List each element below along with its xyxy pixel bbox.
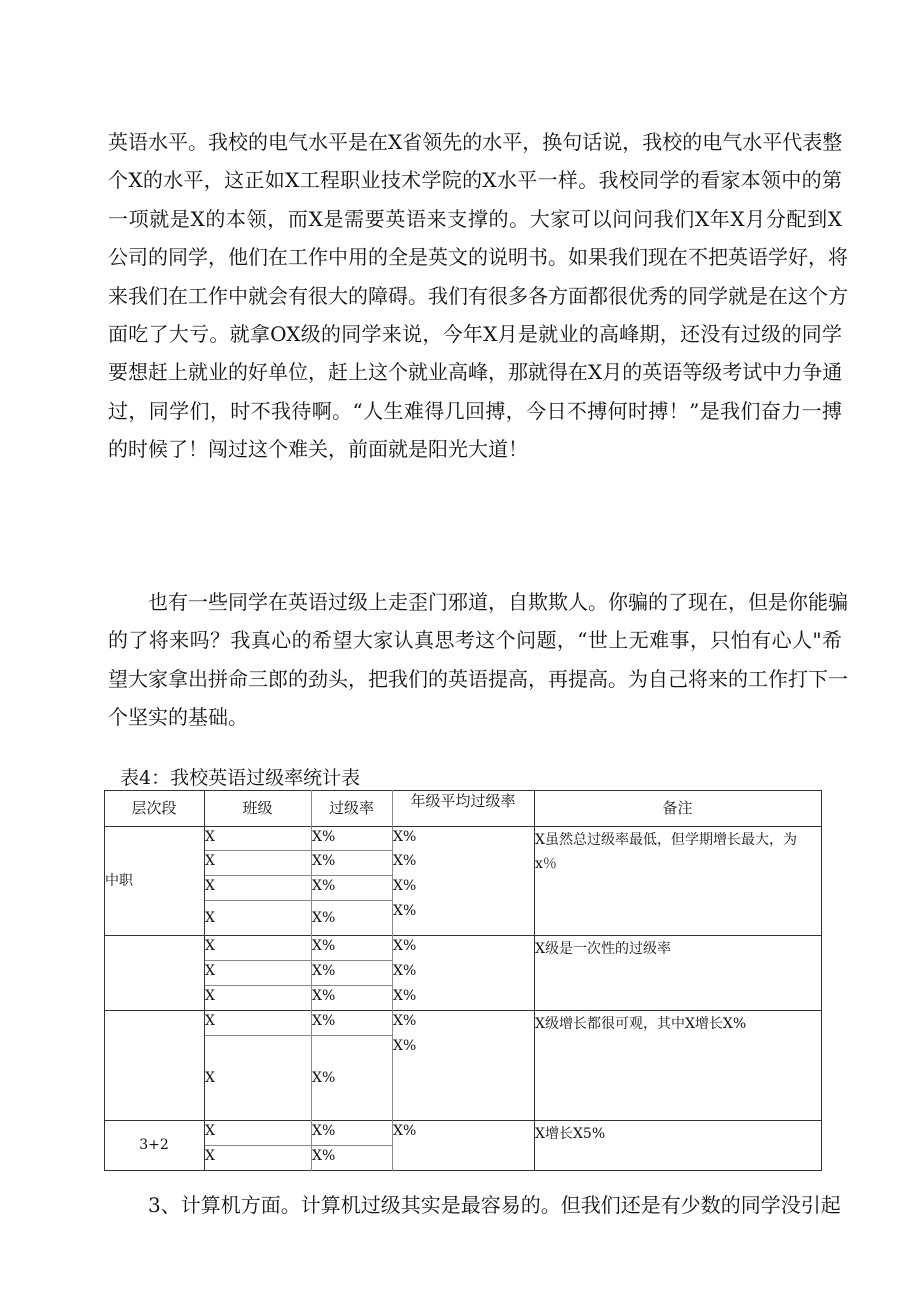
table-class-cell: X: [205, 1013, 215, 1029]
table-average-cell: X%: [393, 1123, 417, 1139]
table-border: [311, 790, 312, 1171]
table-class-cell: X: [205, 988, 215, 1004]
table-average-cell: X%: [393, 988, 417, 1004]
table-average-cell: X%: [393, 878, 417, 894]
paragraph-line: 公司的同学，他们在工作中用的全是英文的说明书。如果我们现在不把英语学好，将: [108, 245, 848, 270]
paragraph-line: 也有一些同学在英语过级上走歪门邪道，自欺欺人。你骗的了现在，但是你能骗: [148, 590, 848, 614]
table-rate-cell: X%: [312, 1123, 336, 1139]
paragraph-line: 英语水平。我校的电气水平是在X省领先的水平，换句话说，我校的电气水平代表整: [108, 130, 843, 154]
table-rate-cell: X%: [312, 963, 336, 979]
table-rate-cell: X%: [312, 829, 336, 845]
table-border: [204, 790, 205, 1171]
table-average-cell: X%: [393, 853, 417, 869]
table-class-cell: X: [205, 963, 215, 979]
table-rate-cell: X%: [312, 909, 336, 926]
table-class-cell: X: [205, 1123, 215, 1139]
paragraph-line: 3、计算机方面。计算机过级其实是最容易的。但我们还是有少数的同学没引起: [148, 1193, 841, 1217]
table-average-cell: X%: [393, 829, 417, 845]
table-average-cell: X%: [393, 938, 417, 954]
table-average-cell: X%: [393, 963, 417, 979]
table-header-cell: 备注: [662, 799, 693, 817]
table-border: [104, 1170, 822, 1171]
table-note-cell: X级增长都很可观，其中X增长X%: [535, 1016, 747, 1032]
table-caption: 表4：我校英语过级率统计表: [120, 767, 361, 789]
table-class-cell: X: [205, 853, 215, 869]
paragraph-line: 的了将来吗？我真心的希望大家认真思考这个问题，“世上无难事，只怕有心人"希: [108, 628, 842, 653]
table-border: [534, 790, 535, 1171]
table-note-cell: X虽然总过级率最低，但学期增长最大，为 x％: [535, 832, 797, 872]
table-rate-cell: X%: [312, 938, 336, 954]
table-header-cell: 班级: [242, 799, 273, 817]
table-rate-cell: X%: [312, 1069, 336, 1086]
table-border: [104, 790, 105, 1171]
table-level-cell: [104, 1010, 204, 1120]
table-level-cell: [104, 935, 204, 1010]
table-rate-cell: X%: [312, 878, 336, 894]
table-class-cell: X: [205, 938, 215, 954]
table-rate-cell: X%: [312, 853, 336, 869]
paragraph-line: 望大家拿出拼命三郎的劲头，把我们的英语提高，再提高。为自己将来的工作打下一: [108, 666, 848, 691]
table-average-cell: X%: [393, 903, 417, 919]
table-level-cell: 中职: [105, 872, 133, 889]
table-header-cell: 层次段: [131, 799, 177, 817]
table-level-cell: 3+2: [139, 1137, 169, 1153]
table-header-cell: 年级平均过级率: [410, 792, 516, 810]
table-average-cell: X%: [393, 1013, 417, 1029]
paragraph-line: 个坚实的基础。: [108, 705, 248, 730]
table-rate-cell: X%: [312, 1148, 336, 1164]
paragraph-line: 的时候了！闯过这个难关，前面就是阳光大道！: [108, 437, 528, 462]
paragraph-line: 一项就是X的本领，而X是需要英语来支撑的。大家可以问问我们X年X月分配到X: [108, 206, 842, 231]
table-class-cell: X: [205, 1148, 215, 1164]
paragraph-line: 个X的水平，这正如X工程职业技术学院的X水平一样。我校同学的看家本领中的第: [108, 168, 842, 193]
table-border: [821, 790, 822, 1171]
paragraph-line: 要想赶上就业的好单位，赶上这个就业高峰，那就得在X月的英语等级考试中力争通: [108, 360, 843, 385]
paragraph-line: 来我们在工作中就会有很大的障碍。我们有很多各方面都很优秀的同学就是在这个方: [108, 283, 848, 308]
paragraph-line: 面吃了大亏。就拿OX级的同学来说，今年X月是就业的高峰期，还没有过级的同学: [108, 322, 842, 346]
table-header-cell: 过级率: [328, 799, 374, 817]
table-rate-cell: X%: [312, 988, 336, 1004]
table-class-cell: X: [205, 909, 215, 926]
table-border: [104, 790, 822, 791]
table-note-cell: X级是一次性的过级率: [535, 941, 671, 957]
table-rate-cell: X%: [312, 1013, 336, 1029]
table-class-cell: X: [205, 1069, 215, 1086]
table-average-cell: X%: [393, 1038, 417, 1054]
paragraph-line: 过，同学们，时不我待啊。“人生难得几回搏，今日不搏何时搏！”是我们奋力一搏: [108, 398, 842, 423]
table-border: [392, 790, 393, 1171]
table-class-cell: X: [205, 829, 215, 845]
table-note-cell: X增长X5%: [535, 1126, 606, 1142]
table-class-cell: X: [205, 878, 215, 894]
